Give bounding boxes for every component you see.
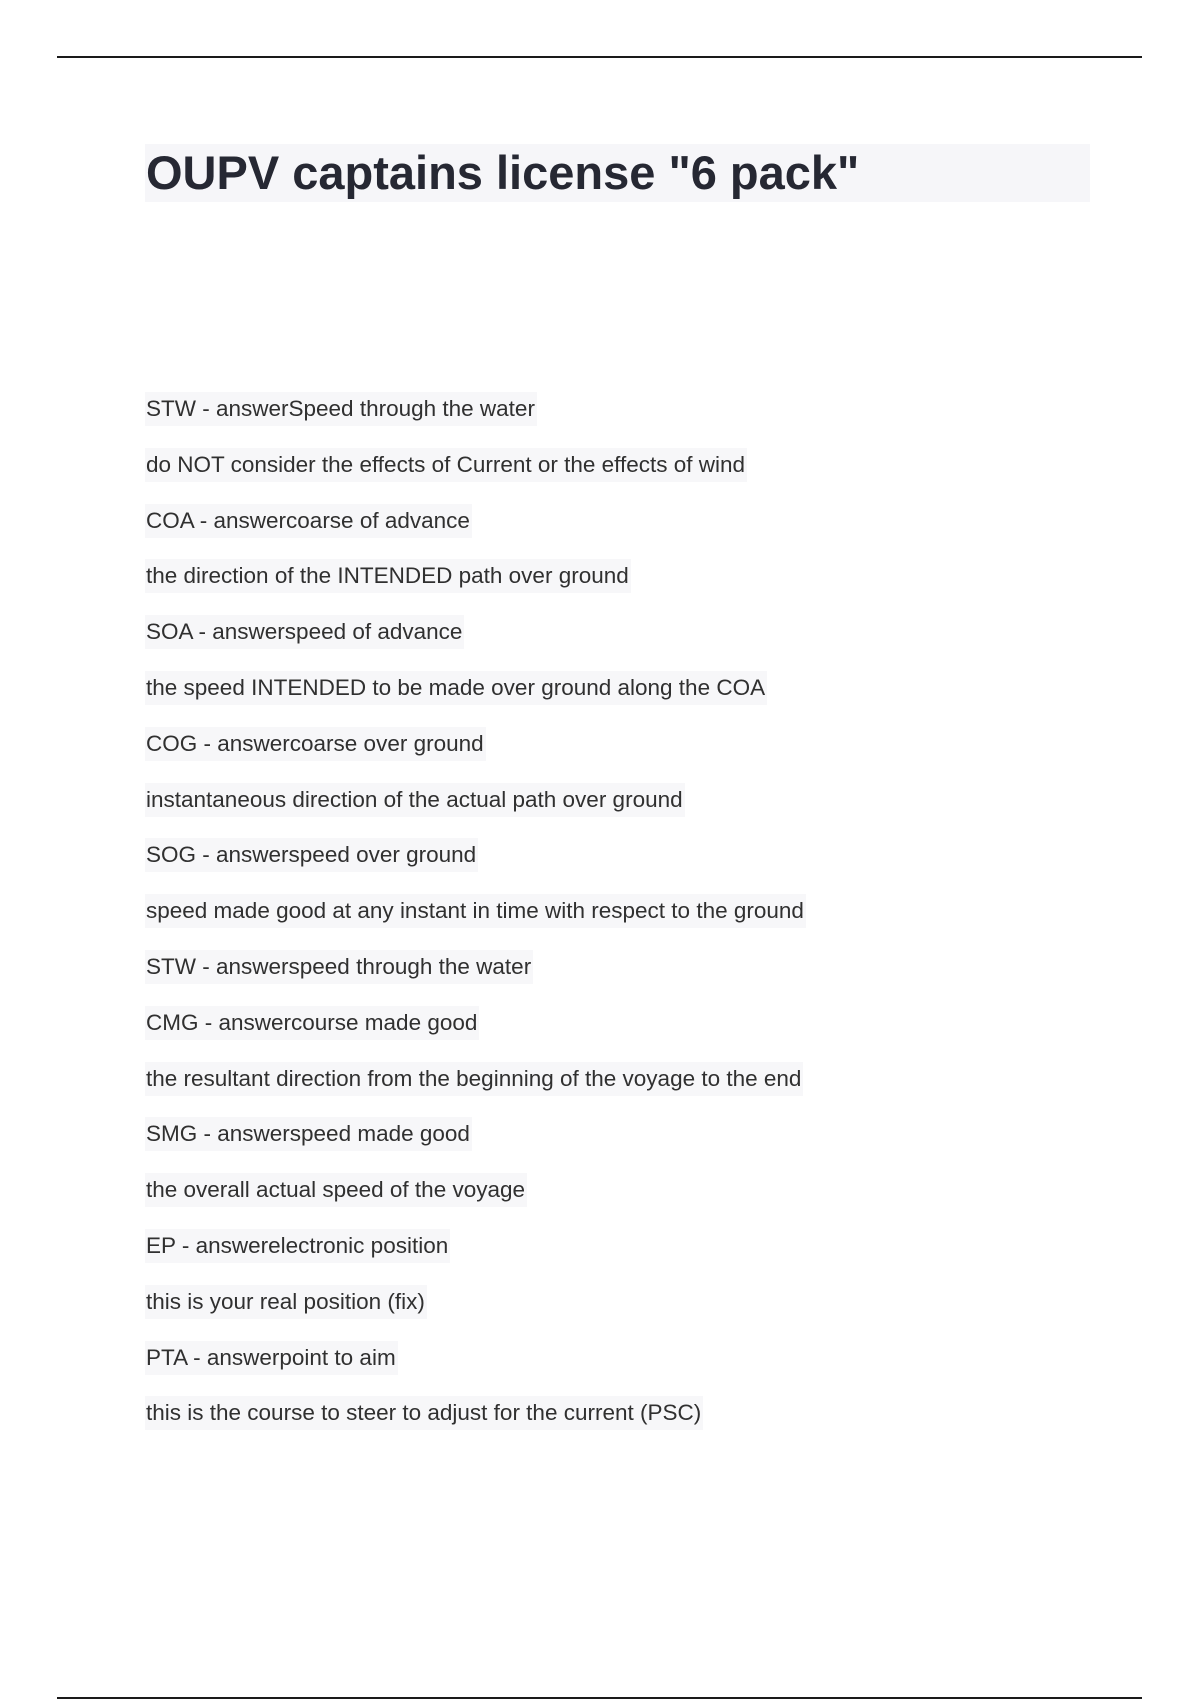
line-text: SMG - answerspeed made good [145,1117,472,1151]
line-text: the overall actual speed of the voyage [145,1173,527,1207]
list-item [145,504,1105,560]
line-text: CMG - answercourse made good [145,1006,479,1040]
line-text: speed made good at any instant in time with respect to the ground [145,894,806,928]
list-item [145,894,1105,950]
line-text: PTA - answerpoint to aim [145,1341,398,1375]
line-text: STW - answerSpeed through the water [145,392,537,426]
list-item [145,615,1105,671]
line-text: the speed INTENDED to be made over ground along the COA [145,671,767,705]
list-item [145,1396,1105,1452]
line-text: the direction of the INTENDED path over ground [145,559,631,593]
line-text: SOA - answerspeed of advance [145,615,464,649]
line-text: COG - answercoarse over ground [145,727,486,761]
list-item [145,783,1105,839]
list-item [145,1062,1105,1118]
line-text: SOG - answerspeed over ground [145,838,478,872]
line-text: instantaneous direction of the actual path over ground [145,783,685,817]
list-item [145,1006,1105,1062]
list-item [145,727,1105,783]
list-item [145,1229,1105,1285]
line-text: this is your real position (fix) [145,1285,427,1319]
bottom-divider [57,1697,1142,1699]
line-text: do NOT consider the effects of Current or the effects of wind [145,448,747,482]
top-divider [57,56,1142,58]
list-item [145,448,1105,504]
list-item [145,1285,1105,1341]
line-text: the resultant direction from the beginning of the voyage to the end [145,1062,803,1096]
list-item [145,1173,1105,1229]
page-title: OUPV captains license "6 pack" [146,146,860,199]
line-text: this is the course to steer to adjust for the current (PSC) [145,1396,703,1430]
list-item [145,559,1105,615]
list-item [145,838,1105,894]
list-item [145,671,1105,727]
list-item [145,392,1105,448]
list-item [145,1341,1105,1397]
list-item [145,950,1105,1006]
flashcard-list [145,392,1105,1452]
line-text: COA - answercoarse of advance [145,504,472,538]
list-item [145,1117,1105,1173]
line-text: STW - answerspeed through the water [145,950,533,984]
line-text: EP - answerelectronic position [145,1229,450,1263]
